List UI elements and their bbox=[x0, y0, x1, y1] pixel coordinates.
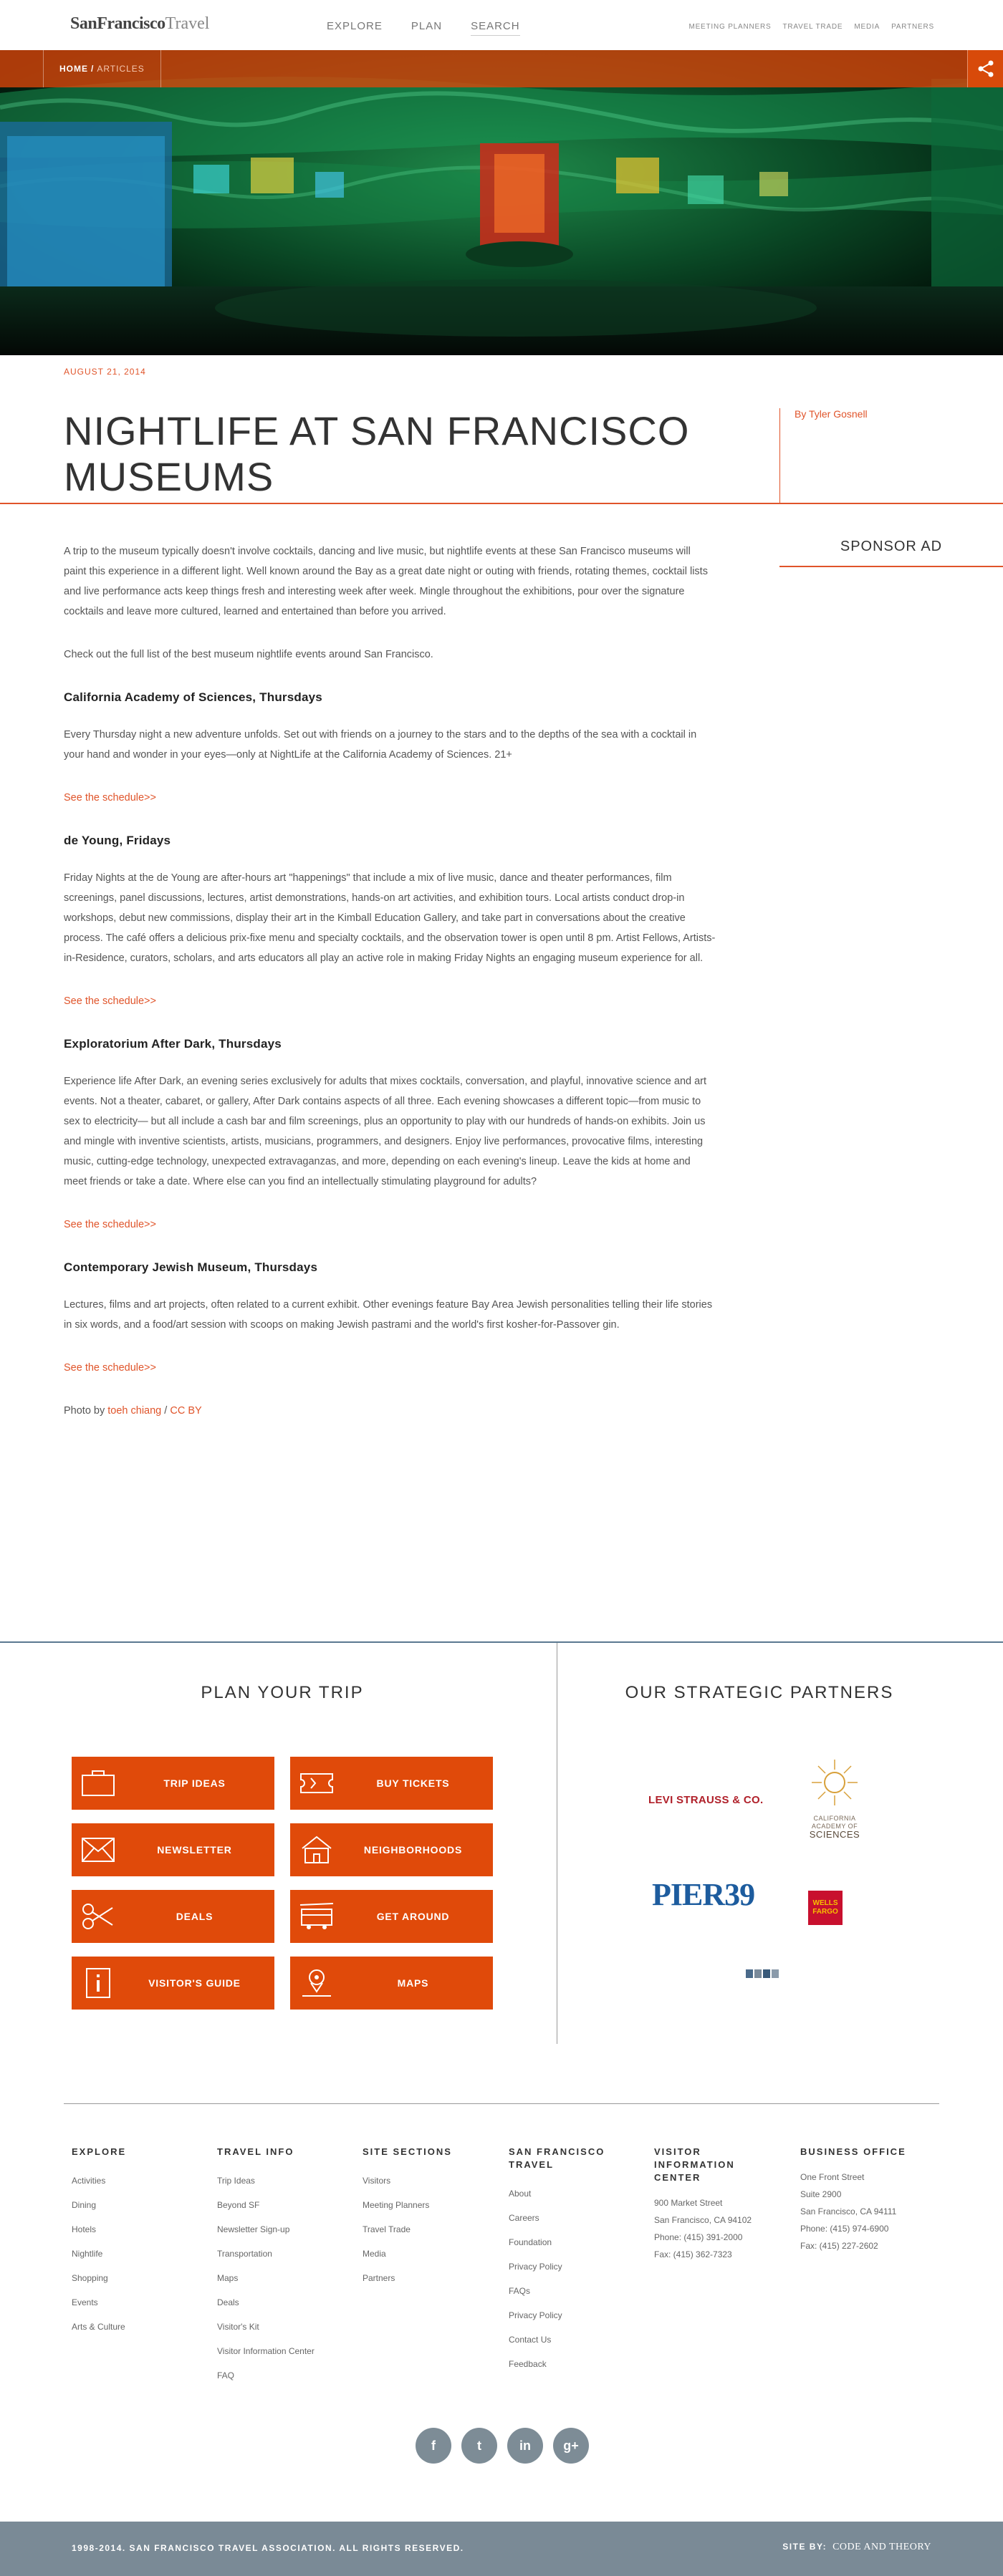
footer-link[interactable]: Media bbox=[363, 2249, 386, 2259]
visitors-guide-button[interactable] bbox=[72, 1957, 274, 2010]
footer-col-sf-travel bbox=[509, 2146, 616, 2376]
footer-link[interactable]: Transportation bbox=[217, 2249, 272, 2259]
footer-text: Phone: (415) 391-2000 bbox=[654, 2232, 743, 2242]
section-body: Lectures, films and art projects, often related to a current exhibit. Other evenings feature Bay Area Jewish personalities telling their life stories in six words, and a food/art session with scoops on making Jewish pastrami and the world's first kosher-for-Passover gin. bbox=[64, 1299, 713, 1331]
schedule-link[interactable]: See the schedule>> bbox=[64, 792, 156, 804]
footer-link[interactable]: Visitor's Kit bbox=[217, 2322, 259, 2332]
nav-plan[interactable]: PLAN bbox=[411, 20, 443, 32]
footer-col-business-office bbox=[800, 2146, 936, 2254]
footer-link[interactable]: Careers bbox=[509, 2213, 539, 2223]
breadcrumb bbox=[43, 50, 161, 87]
footer-divider bbox=[64, 2103, 939, 2104]
footer-link[interactable]: FAQs bbox=[509, 2286, 531, 2296]
cable-car-icon bbox=[297, 1899, 336, 1934]
footer-link[interactable]: Arts & Culture bbox=[72, 2322, 125, 2332]
author-link[interactable]: By Tyler Gosnell bbox=[795, 408, 868, 420]
footer-col-title: SITE SECTIONS bbox=[363, 2146, 452, 2157]
footer-link[interactable]: Hotels bbox=[72, 2224, 97, 2234]
linkedin-icon[interactable]: in bbox=[507, 2428, 543, 2464]
article-title: NIGHTLIFE AT SAN FRANCISCO MUSEUMS bbox=[64, 408, 690, 499]
footer-link[interactable]: Partners bbox=[363, 2273, 395, 2283]
partners-title: OUR STRATEGIC PARTNERS bbox=[625, 1683, 894, 1702]
footer-link[interactable]: Events bbox=[72, 2297, 98, 2307]
nav-explore[interactable]: EXPLORE bbox=[327, 20, 383, 32]
maps-button[interactable] bbox=[290, 1957, 493, 2010]
house-icon bbox=[297, 1832, 336, 1868]
levi-strauss-logo[interactable]: LEVI STRAUSS & CO. bbox=[648, 1794, 764, 1806]
footer-link[interactable]: Privacy Policy bbox=[509, 2262, 562, 2272]
footer-link[interactable]: Contact Us bbox=[509, 2335, 552, 2345]
scissors-icon bbox=[79, 1899, 117, 1934]
section-body: Every Thursday night a new adventure unfolds. Set out with friends on a journey to the stars and to the depths of the sea with a cocktail in your hand and wonder in your eyes—only at NightLife at the California Academy of Sciences. 21+ bbox=[64, 729, 697, 761]
wells-fargo-logo[interactable] bbox=[808, 1891, 843, 1925]
footer-col-title: EXPLORE bbox=[72, 2146, 127, 2157]
footer-link[interactable]: Dining bbox=[72, 2200, 97, 2210]
info-guide-icon bbox=[79, 1965, 117, 2001]
pier39-logo[interactable]: PIER39 bbox=[652, 1877, 755, 1912]
cas-line-1: CALIFORNIA bbox=[813, 1815, 856, 1822]
article-date: AUGUST 21, 2014 bbox=[64, 367, 146, 377]
section-heading: de Young, Fridays bbox=[64, 834, 171, 847]
intro-paragraph-2: Check out the full list of the best museum nightlife events around San Francisco. bbox=[64, 649, 433, 660]
buy-tickets-button[interactable] bbox=[290, 1757, 493, 1810]
breadcrumb-home[interactable]: HOME bbox=[59, 64, 88, 74]
intro-paragraph: A trip to the museum typically doesn't involve cocktails, dancing and live music, but nightlife events at these San Francisco museums will paint this experience in a different light. Well known around the Bay as a great date night or outing with friends, rotating themes, cocktail lists and live performance acts keep things fresh and interesting week after week. Mingle throughout the exhibitions, pour over the signature cocktails and leave more cultured, learned and entertained than before you arrived. bbox=[64, 546, 708, 617]
section-heading: California Academy of Sciences, Thursdays bbox=[64, 690, 322, 704]
footer-col-title: VISITOR INFORMATION CENTER bbox=[654, 2146, 735, 2183]
footer-link[interactable]: Feedback bbox=[509, 2359, 547, 2369]
deals-button[interactable] bbox=[72, 1890, 274, 1943]
cas-line-3: SCIENCES bbox=[809, 1829, 860, 1840]
footer-text: One Front Street bbox=[800, 2172, 865, 2182]
nav-search[interactable]: SEARCH bbox=[471, 20, 520, 36]
neighborhoods-button[interactable] bbox=[290, 1823, 493, 1876]
partner-logo-small[interactable] bbox=[746, 1969, 779, 1978]
footer-link[interactable]: Deals bbox=[217, 2297, 239, 2307]
aquarium-gallery-photo bbox=[0, 50, 1003, 355]
logo-sub: Travel bbox=[165, 14, 210, 33]
footer-col-title: SAN FRANCISCO TRAVEL bbox=[509, 2146, 605, 2170]
photo-credit bbox=[64, 1401, 716, 1421]
button-label: NEWSLETTER bbox=[157, 1844, 232, 1856]
trip-ideas-button[interactable] bbox=[72, 1757, 274, 1810]
footer-text: Suite 2900 bbox=[800, 2189, 842, 2199]
sponsor-ad[interactable]: SPONSOR AD bbox=[779, 539, 1003, 567]
footer-link[interactable]: About bbox=[509, 2189, 532, 2199]
site-by-label: SITE BY: bbox=[782, 2542, 827, 2552]
credit-license-link[interactable]: CC BY bbox=[170, 1405, 202, 1417]
section-heading: Exploratorium After Dark, Thursdays bbox=[64, 1037, 282, 1051]
social-links bbox=[416, 2428, 589, 2464]
footer-text: Fax: (415) 362-7323 bbox=[654, 2249, 732, 2259]
wf-line-2: FARGO bbox=[812, 1908, 838, 1916]
site-header bbox=[0, 0, 1003, 50]
utility-nav bbox=[688, 23, 934, 31]
copyright: 1998-2014. SAN FRANCISCO TRAVEL ASSOCIATION. ALL RIGHTS RESERVED. bbox=[72, 2543, 464, 2553]
footer-col-travel-info bbox=[217, 2146, 353, 2388]
section-body: Friday Nights at the de Young are after-hours art "happenings" that include a mix of live music, dance and theater performances, film screenings, panel discussions, lectures, artist demonstrations, hands-on art activities, and exhibition tours. Local artists conduct drop-in workshops, debut new commissions, display their art in the Kimball Education Gallery, and take part in conversations about the creative process. The café offers a delicious prix-fixe menu and specialty cocktails, and the observation tower is open until 8 pm. Artist Fellows, Artists-in-Residence, curators, scholars, and arts educators all play an active role in making Friday Nights an engaging museum experience for all. bbox=[64, 872, 716, 964]
schedule-link[interactable]: See the schedule>> bbox=[64, 1362, 156, 1374]
footer-link[interactable]: Newsletter Sign-up bbox=[217, 2224, 290, 2234]
google-plus-icon[interactable]: g+ bbox=[553, 2428, 589, 2464]
footer-link[interactable]: Visitor Information Center bbox=[217, 2346, 315, 2356]
util-media[interactable]: MEDIA bbox=[854, 23, 880, 31]
footer-col-explore bbox=[72, 2146, 208, 2339]
plan-title: PLAN YOUR TRIP bbox=[201, 1683, 364, 1702]
title-divider bbox=[0, 503, 1003, 504]
author-box bbox=[779, 408, 1003, 503]
button-label: DEALS bbox=[176, 1911, 213, 1922]
cal-academy-sun-icon bbox=[806, 1758, 863, 1808]
site-by-link[interactable]: CODE AND THEORY bbox=[832, 2542, 931, 2552]
map-pin-icon bbox=[297, 1965, 336, 2001]
footer-text: San Francisco, CA 94102 bbox=[654, 2215, 752, 2225]
footer-col-title: BUSINESS OFFICE bbox=[800, 2146, 906, 2157]
footer-col-title: TRAVEL INFO bbox=[217, 2146, 294, 2157]
util-partners[interactable]: PARTNERS bbox=[891, 23, 934, 31]
footer-text: Fax: (415) 227-2602 bbox=[800, 2241, 878, 2251]
breadcrumb-separator: / bbox=[91, 64, 95, 74]
footer-link[interactable]: Nightlife bbox=[72, 2249, 103, 2259]
logo-main: SanFrancisco bbox=[70, 14, 165, 33]
button-label: MAPS bbox=[397, 1977, 429, 1989]
button-label: GET AROUND bbox=[376, 1911, 450, 1922]
footer-link[interactable]: Foundation bbox=[509, 2237, 552, 2247]
main-nav bbox=[327, 20, 520, 36]
site-by bbox=[782, 2542, 931, 2553]
cal-academy-logo[interactable] bbox=[795, 1758, 874, 1838]
share-icon bbox=[976, 59, 995, 78]
schedule-link[interactable]: See the schedule>> bbox=[64, 1219, 156, 1230]
suitcase-icon bbox=[79, 1765, 117, 1801]
footer-text: 900 Market Street bbox=[654, 2198, 723, 2208]
footer-link[interactable]: FAQ bbox=[217, 2370, 235, 2380]
footer-link[interactable]: Privacy Policy bbox=[509, 2310, 562, 2320]
schedule-link[interactable]: See the schedule>> bbox=[64, 995, 156, 1007]
footer-link[interactable]: Beyond SF bbox=[217, 2200, 260, 2210]
cas-line-2: ACADEMY OF bbox=[811, 1823, 858, 1830]
credit-author-link[interactable]: toeh chiang bbox=[107, 1405, 162, 1417]
newsletter-button[interactable] bbox=[72, 1823, 274, 1876]
wf-line-1: WELLS bbox=[812, 1899, 838, 1907]
twitter-icon[interactable]: t bbox=[461, 2428, 497, 2464]
bottom-bar bbox=[0, 2522, 1003, 2576]
button-label: NEIGHBORHOODS bbox=[363, 1844, 463, 1856]
button-label: BUY TICKETS bbox=[376, 1777, 450, 1789]
share-button[interactable] bbox=[967, 50, 1003, 87]
footer-text: San Francisco, CA 94111 bbox=[800, 2206, 897, 2216]
footer-col-visitor-center bbox=[654, 2146, 762, 2263]
footer-link[interactable]: Trip Ideas bbox=[217, 2176, 255, 2186]
site-logo[interactable] bbox=[70, 14, 209, 34]
footer-text: Phone: (415) 974-6900 bbox=[800, 2224, 889, 2234]
section-body: Experience life After Dark, an evening series exclusively for adults that mixes cocktails, conversation, and playful, innovative science and art events. Not a theater, cabaret, or gallery, After Dark contains aspects of all three. Each evening showcases a different topic—from music to sex to electricity— but all include a cash bar and film screenings, plus an opportunity to play with our hundreds of hands-on exhibits. Join us and mingle with inventive scientists, artists, musicians, programmers, and designers. Enjoy live performances, provocative films, interesting music, cutting-edge technology, unexpected extravaganzas, and more, depending on each evening's lineup. Leave the kids at home and meet friends or take a date. Where else can you find an intellectually stimulating playground for adults? bbox=[64, 1076, 707, 1187]
footer-col-site-sections bbox=[363, 2146, 499, 2290]
footer-link[interactable]: Travel Trade bbox=[363, 2224, 411, 2234]
credit-prefix: Photo by bbox=[64, 1405, 108, 1417]
ticket-icon bbox=[297, 1765, 336, 1801]
facebook-icon[interactable]: f bbox=[416, 2428, 451, 2464]
cal-academy-text bbox=[795, 1815, 874, 1838]
button-label: TRIP IDEAS bbox=[163, 1777, 226, 1789]
footer-link[interactable]: Meeting Planners bbox=[363, 2200, 430, 2210]
article-body bbox=[64, 541, 716, 1444]
util-meeting-planners[interactable]: MEETING PLANNERS bbox=[688, 23, 772, 31]
section-heading: Contemporary Jewish Museum, Thursdays bbox=[64, 1260, 318, 1274]
hero-image bbox=[0, 50, 1003, 355]
get-around-button[interactable] bbox=[290, 1890, 493, 1943]
util-travel-trade[interactable]: TRAVEL TRADE bbox=[782, 23, 843, 31]
button-label: VISITOR'S GUIDE bbox=[148, 1977, 241, 1989]
footer-link[interactable]: Visitors bbox=[363, 2176, 391, 2186]
footer-link[interactable]: Activities bbox=[72, 2176, 106, 2186]
footer-link[interactable]: Maps bbox=[217, 2273, 239, 2283]
footer-link[interactable]: Shopping bbox=[72, 2273, 108, 2283]
envelope-icon bbox=[79, 1832, 117, 1868]
plan-section-divider bbox=[0, 1641, 1003, 1643]
breadcrumb-articles[interactable]: ARTICLES bbox=[97, 64, 145, 74]
credit-separator: / bbox=[161, 1405, 171, 1417]
